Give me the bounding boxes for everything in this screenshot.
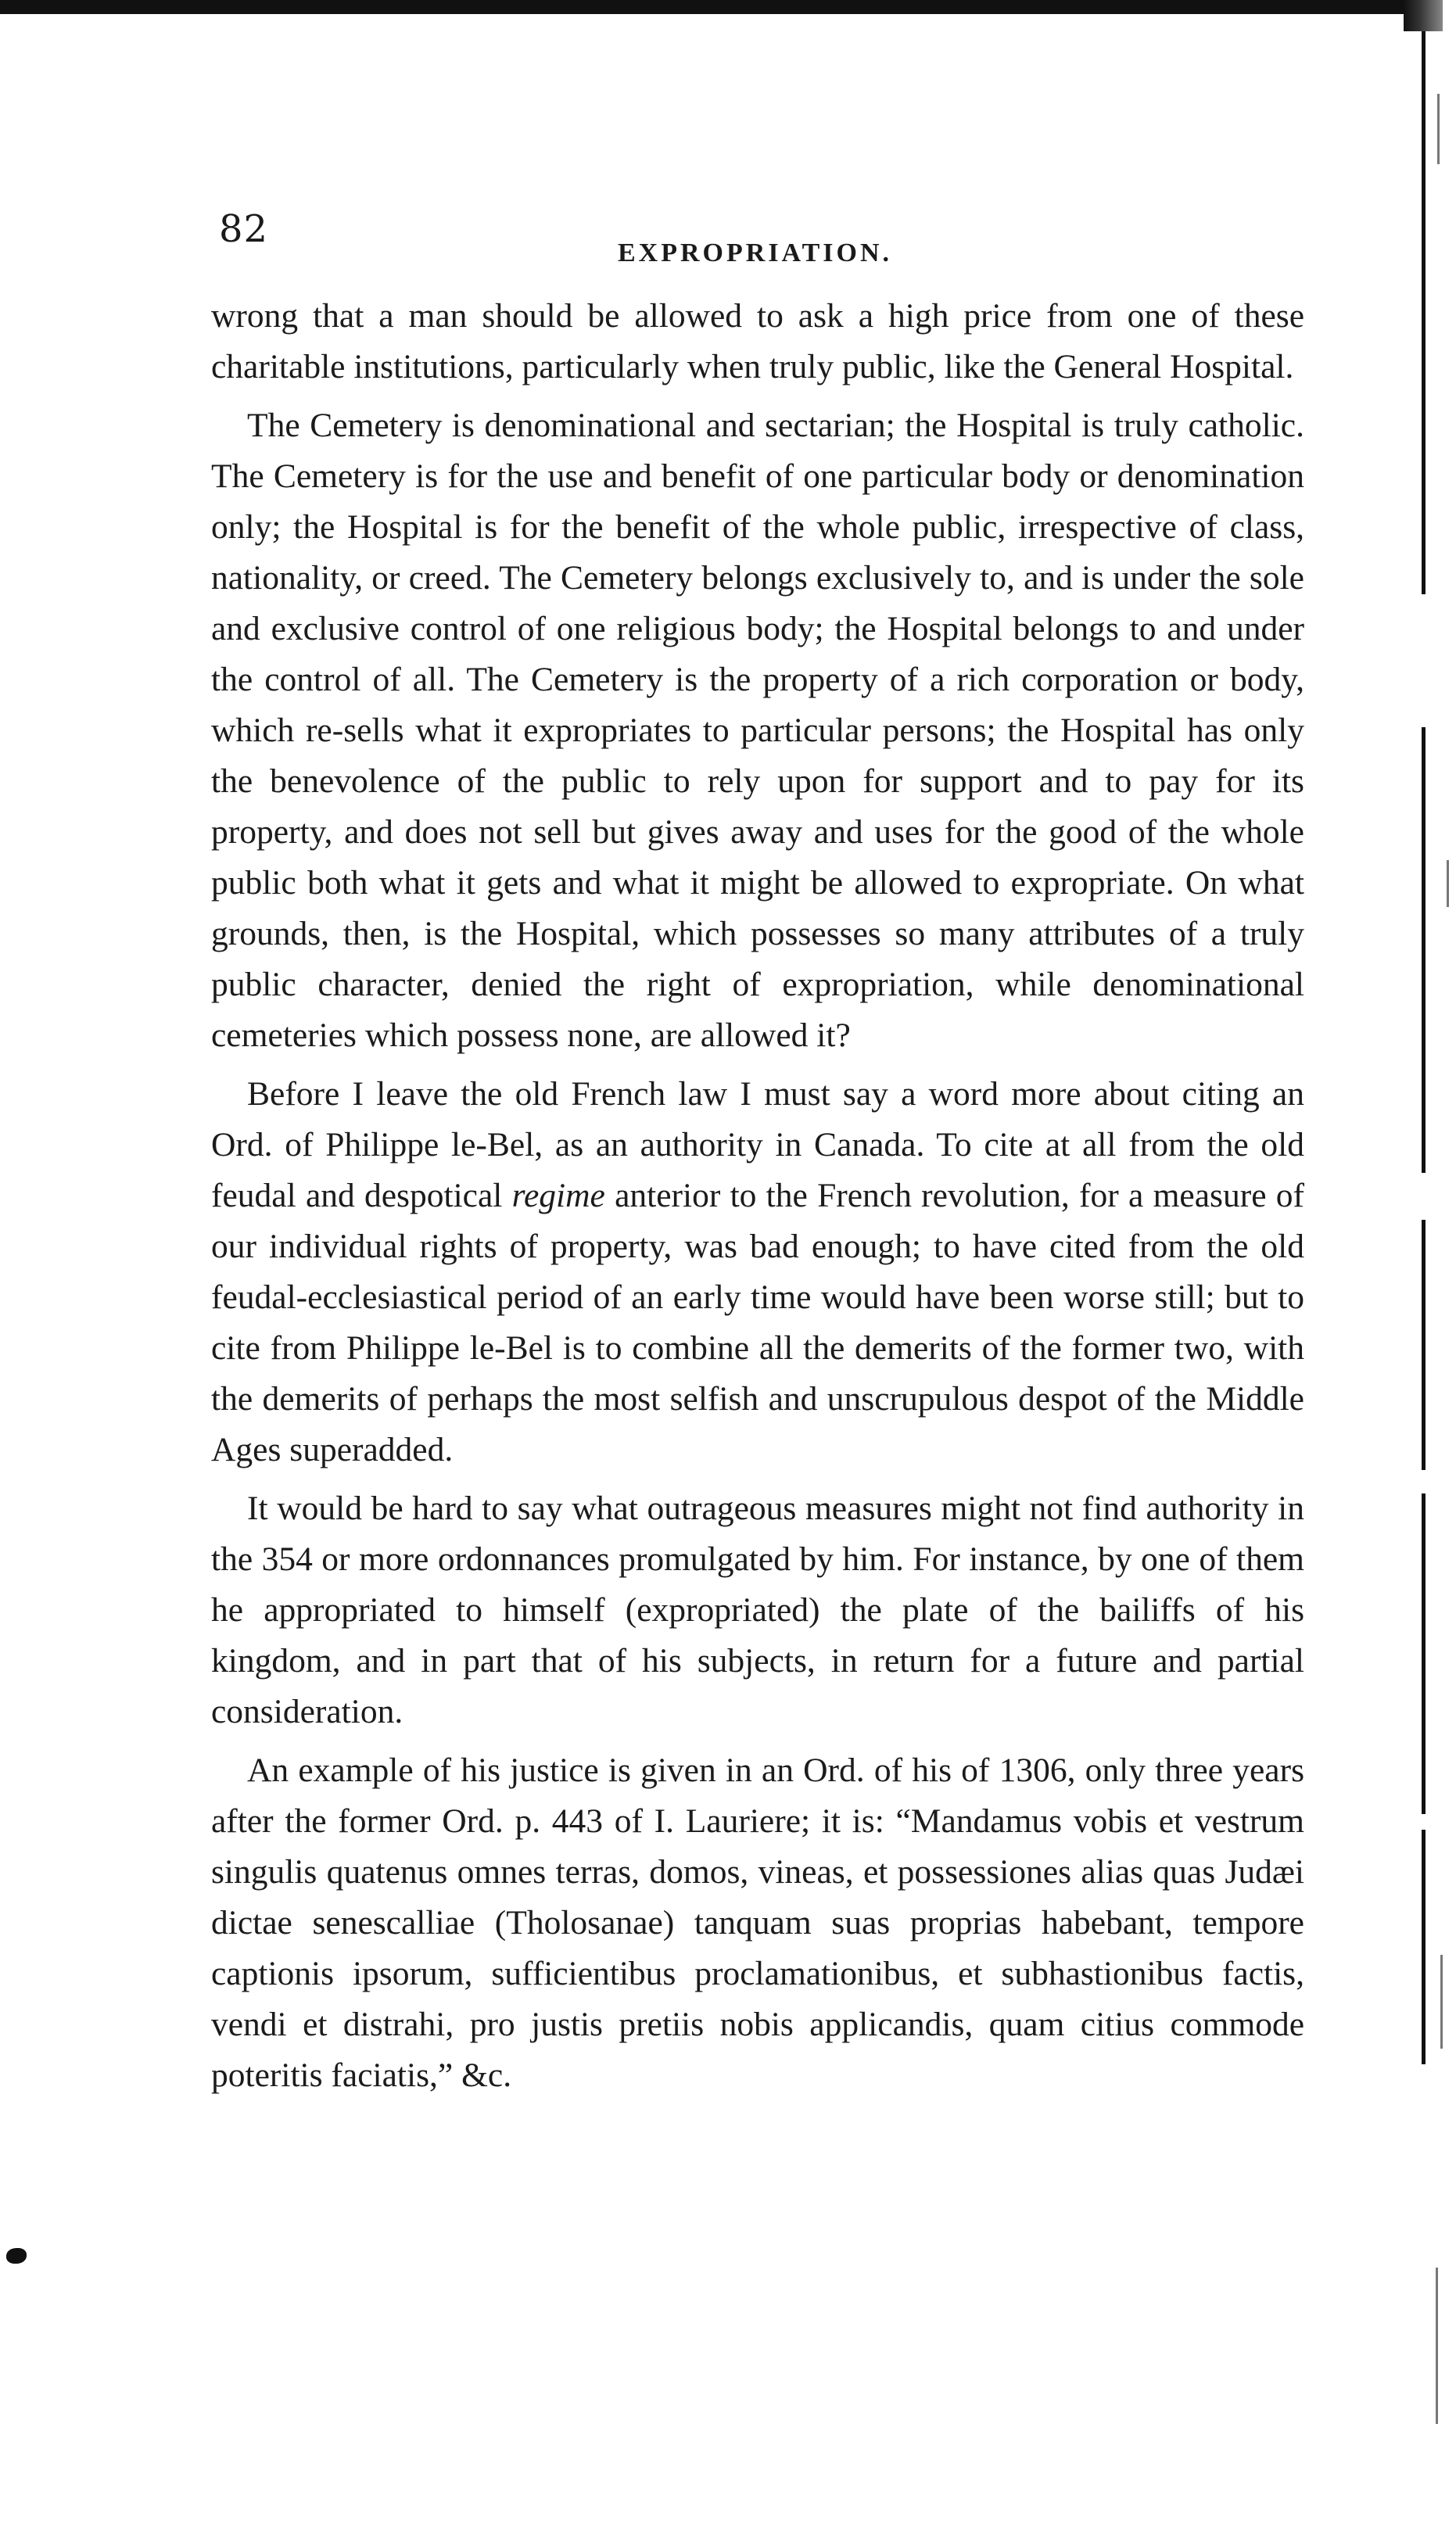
scan-speck <box>1437 94 1440 164</box>
binding-shadow-line <box>1422 31 1426 594</box>
page-binding-edge <box>1414 0 1456 2535</box>
binding-shadow-line <box>1422 727 1426 1173</box>
paragraph: The Cemetery is denominational and sectarian; the Hospital is truly catholic. The Cemetery is for the use and benefit of one particular body or denomination only; the Hospital is for the benefit of the whole public, irrespective of class, nationality, or creed. The Cemetery belongs exclusively to, and is under the sole and exclusive control of one religious body; the Hospital belongs to and under the control of all. The Cemetery is the property of a rich corporation or body, which re-sells what it expropriates to particular persons; the Hospital has only the benevolence of the public to rely upon for support and to pay for its property, and does not sell but gives away and uses for the good of the whole public both what it gets and what it might be allowed to expropriate. On what grounds, then, is the Hospital, which possesses so many attributes of a truly public character, denied the right of expropriation, while denominational cemeteries which possess none, are allowed it? <box>211 407 1304 1054</box>
top-scan-edge <box>0 0 1408 14</box>
running-head <box>211 207 1306 270</box>
scan-speck <box>1447 860 1449 907</box>
binding-shadow-line <box>1422 1493 1426 1814</box>
binding-shadow-line <box>1422 1830 1426 2064</box>
italic-term: regime <box>511 1177 605 1214</box>
binding-shadow-line <box>1422 1220 1426 1470</box>
scan-speck <box>1440 1955 1443 2049</box>
paragraph: An example of his justice is given in an Ord. of his of 1306, only three years after the former Ord. p. 443 of I. Lauriere; it is: “Mandamus vobis et vestrum singulis quatenus omnes terras, domos, vineas, et possessiones alias quas Judæi dictae senescalliae (Tholosanae) tanquam suas proprias habebant, tempore captionis ipsorum, sufficientibus proclamationibus, et subhastionibus factis, vendi et distrahi, pro justis pretiis nobis applicandis, quam citius commode poteritis faciatis,” &c. <box>211 1752 1304 2094</box>
scan-speck <box>1436 2268 1438 2424</box>
text-body <box>211 291 1304 2101</box>
page-header-title: EXPROPRIATION. <box>618 238 892 267</box>
paragraph <box>211 1069 1304 1475</box>
page-number: 82 <box>219 207 269 251</box>
paragraph-text: Before I leave the old French law I must say a word more about citing an Ord. of Philippe le-Bel, as an authority in Canada. To cite at all from the old feudal and despotical <box>211 1075 1304 1214</box>
paragraph: wrong that a man should be allowed to ask a high price from one of these charitable institutions, particularly when truly public, like the General Hospital. <box>211 297 1304 385</box>
ink-blot <box>6 2248 27 2264</box>
paragraph-text: anterior to the French revolution, for a measure of our individual rights of property, was bad enough; to have cited from the old feudal-ecclesiastical period of an early time would have been worse still; but to cite from Philippe le-Bel is to combine all the demerits of the former two, with the demerits of perhaps the most selfish and unscrupulous despot of the Middle Ages superadded. <box>211 1177 1304 1468</box>
paragraph: It would be hard to say what outrageous measures might not find authority in the 354 or more ordonnances promulgated by him. For instance, by one of them he appropriated to himself (expropriated) the plate of the bailiffs of his kingdom, and in part that of his subjects, in return for a future and partial consideration. <box>211 1490 1304 1730</box>
